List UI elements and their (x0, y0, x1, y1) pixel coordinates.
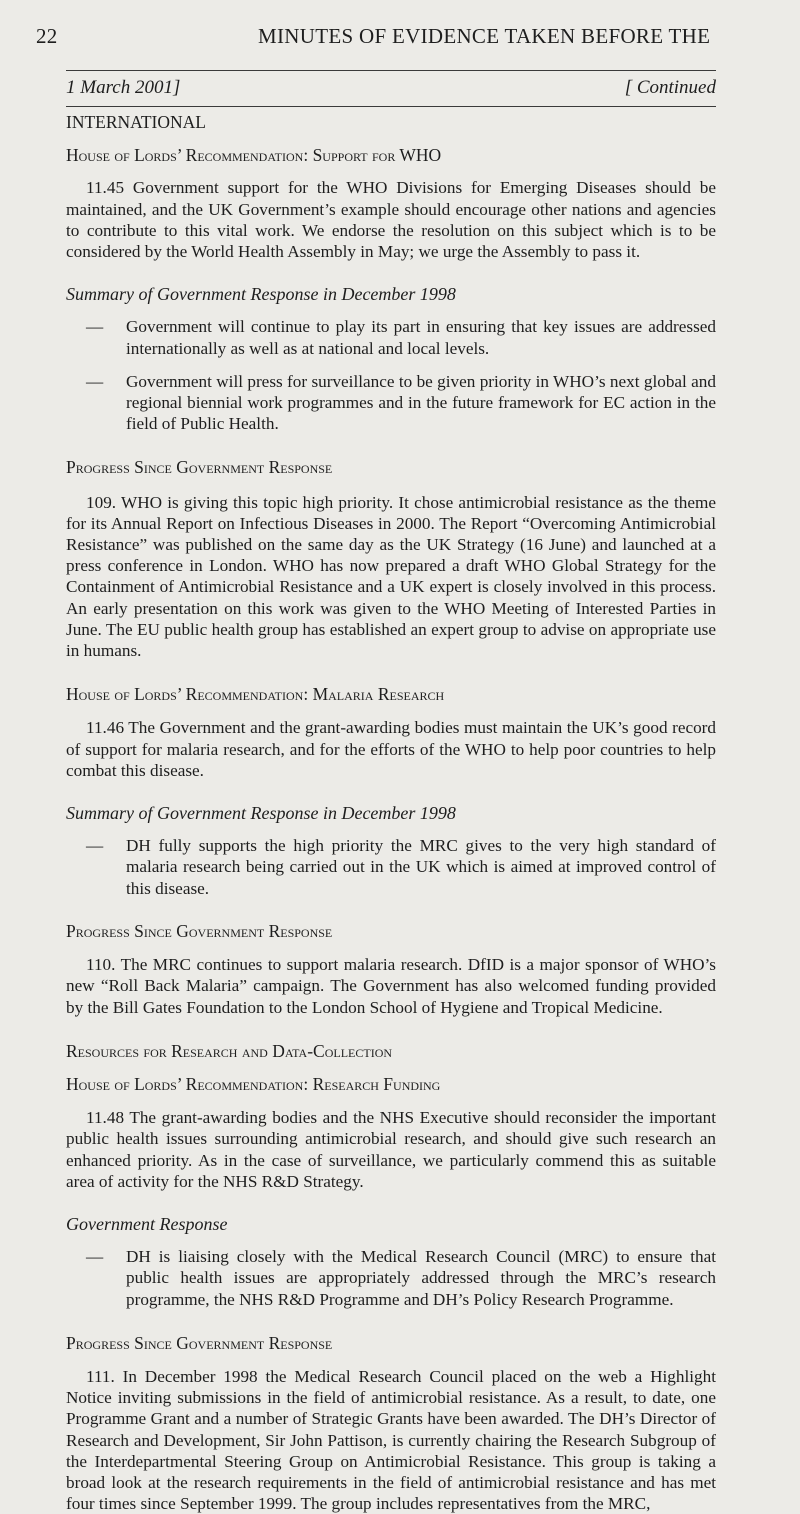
bullet-text: DH fully supports the high priority the MRC gives to the very high standard of malaria research being carried out in the UK which is aimed at improved control of this disease. (126, 836, 716, 898)
who-paragraph: 11.45 Government support for the WHO Divisions for Emerging Diseases should be maintained, and the UK Government’s example should encourage other nations and agencies to contribute to this vital work. We endorse the resolution on this subject which is to be considered by the World Health Assembly in May; we urge the Assembly to pass it. (66, 178, 716, 262)
paragraph-110: 110. The MRC continues to support malaria research. DfID is a major sponsor of WHO’s new “Roll Back Malaria” campaign. The Government has also welcomed funding provided by the Bill Gates Foundation to the London School of Hygiene and Tropical Medicine. (66, 955, 716, 1017)
funding-paragraph: 11.48 The grant-awarding bodies and the NHS Executive should reconsider the important public health issues surrounding antimicrobial research, and should give such research an enhanced priority. As in the case of surveillance, we particularly commend this as suitable area of activity for the NHS R&D Strategy. (66, 1108, 716, 1191)
page-number: 22 (36, 24, 58, 48)
progress-heading-1: Progress Since Government Response (66, 457, 333, 478)
bullet-text: DH is liaising closely with the Medical Research Council (MRC) to ensure that public health issues are appropriately addressed through the MRC’s research programme, the NHS R&D Programme and DH’s Policy Research Programme. (126, 1247, 716, 1309)
bullet-text: Government will continue to play its part in ensuring that key issues are addressed internationally as well as at national and local levels. (126, 317, 716, 358)
who-summary-heading: Summary of Government Response in December 1998 (66, 284, 456, 305)
evidence-date: 1 March 2001] (66, 77, 181, 98)
funding-bullet-1 (66, 1246, 716, 1310)
funding-response-heading: Government Response (66, 1213, 228, 1234)
header-rule-top (66, 70, 716, 71)
who-bullet-2 (66, 371, 716, 435)
page-body (66, 110, 716, 1514)
malaria-bullet-1 (66, 835, 716, 899)
who-bullet-1 (66, 316, 716, 358)
who-heading: House of Lords’ Recommendation: Support for WHO (66, 145, 442, 166)
bullet-dash: — (86, 371, 104, 391)
bullet-text: Government will press for surveillance to be given priority in WHO’s next global and regional biennial work programmes and in the future framework for EC action in the field of Public Health. (126, 371, 716, 434)
progress-heading-2: Progress Since Government Response (66, 920, 333, 941)
bullet-dash: — (86, 836, 104, 856)
malaria-summary-heading: Summary of Government Response in December 1998 (66, 803, 456, 824)
section-heading-international: INTERNATIONAL (66, 112, 206, 132)
header-rule-bottom (66, 106, 716, 107)
paragraph-109: 109. WHO is giving this topic high priority. It chose antimicrobial resistance as the theme for its Annual Report on Infectious Diseases in 2000. The Report “Overcoming Antimicrobial Resistance” was published on the same day as the UK Strategy (16 June) and launched at a press conference in London. WHO has now prepared a draft WHO Global Strategy for the Containment of Antimicrobial Resistance and a UK expert is closely involved in this process. An early presentation on this work was given to the WHO Meeting of Interested Parties in June. The EU public health group has established an expert group to advise on appropriate use in humans. (66, 492, 716, 661)
funding-heading: House of Lords’ Recommendation: Research Funding (66, 1073, 441, 1094)
malaria-heading: House of Lords’ Recommendation: Malaria Research (66, 684, 445, 705)
paragraph-111: 111. In December 1998 the Medical Research Council placed on the web a Highlight Notice inviting submissions in the field of antimicrobial resistance. As a result, to date, one Programme Grant and a number of Strategic Grants have been awarded. The DH’s Director of Research and Development, Sir John Pattison, is currently chairing the Research Subgroup of the Interdepartmental Steering Group on Antimicrobial Resistance. This group is taking a broad look at the research requirements in the field of antimicrobial resistance and has met four times since September 1999. The group includes representatives from the MRC, (66, 1366, 716, 1514)
continued-label: [ Continued (624, 77, 716, 98)
progress-heading-3: Progress Since Government Response (66, 1332, 333, 1353)
malaria-paragraph: 11.46 The Government and the grant-awarding bodies must maintain the UK’s good record of support for malaria research, and for the efforts of the WHO to help poor countries to help combat this disease. (66, 718, 716, 780)
bullet-dash: — (86, 317, 104, 337)
resources-heading: Resources for Research and Data-Collection (66, 1040, 393, 1061)
running-title: MINUTES OF EVIDENCE TAKEN BEFORE THE (258, 24, 711, 48)
bullet-dash: — (86, 1247, 104, 1267)
